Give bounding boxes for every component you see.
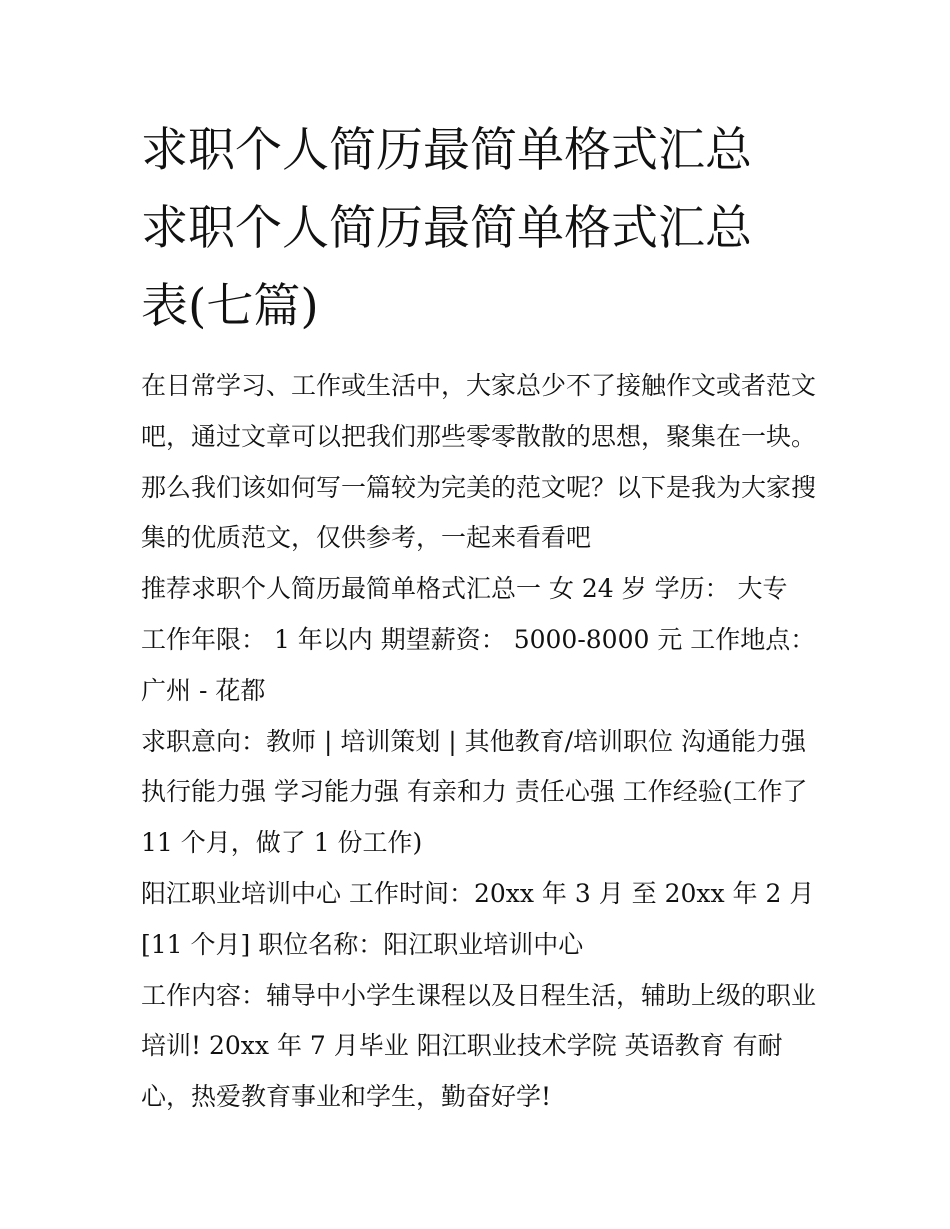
document-title: [141, 112, 816, 346]
work-content-paragraph: 工作内容：辅导中小学生课程以及日程生活，辅助上级的职业培训! 20xx 年 7 月毕业 阳江职业技术学院 英语教育 有耐心，热爱教育事业和学生，勤奋好学!: [141, 980, 817, 1112]
profile-summary-paragraph: 推荐求职个人简历最简单格式汇总一 女 24 岁 学历： 大专 工作年限： 1 年以内 期望薪资： 5000-8000 元 工作地点： 广州 - 花都: [141, 574, 816, 705]
job-intention-paragraph: 求职意向：教师 | 培训策划 | 其他教育/培训职位 沟通能力强 执行能力强 学习能力强 有亲和力 责任心强 工作经验(工作了 11 个月，做了 1 份工作): [141, 726, 808, 858]
title-line-3: 表(七篇): [141, 279, 319, 334]
document-page: [141, 112, 816, 1123]
intro-paragraph: 在日常学习、工作或生活中，大家总少不了接触作文或者范文吧，通过文章可以把我们那些零零散散的思想，聚集在一块。那么我们该如何写一篇较为完美的范文呢？以下是我为大家搜集的优质范文，仅供参考，一起来看看吧: [141, 371, 817, 553]
document-body: [141, 361, 816, 1123]
title-line-2: 求职个人简历最简单格式汇总: [141, 201, 752, 256]
title-line-1: 求职个人简历最简单格式汇总: [141, 123, 752, 178]
work-experience-paragraph: 阳江职业培训中心 工作时间：20xx 年 3 月 至 20xx 年 2 月[11 个月] 职位名称：阳江职业培训中心: [141, 878, 815, 959]
